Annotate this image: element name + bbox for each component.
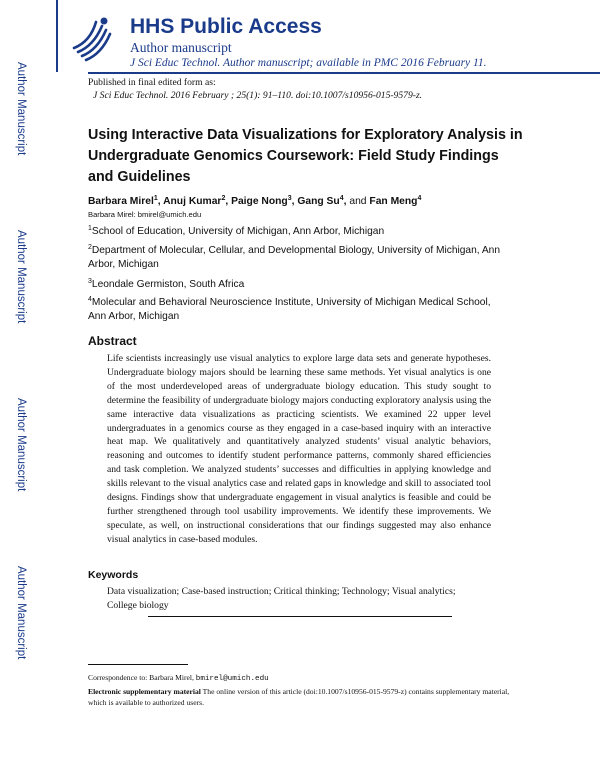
hhs-eagle-logo xyxy=(70,12,118,64)
abstract-text: Life scientists increasingly use visual analytics to explore large data sets and generate hypotheses. Undergraduate biology majors should be learning these same methods. Yet visual analytics is one of the most underdeveloped areas of undergraduate biology education. This study sought to determine the feasibility of undergraduate biology majors conducting exploratory analysis using the same interactive data visualizations as practicing scientists. We examined 22 upper level undergraduates in a genomics course as they engaged in a case-based inquiry with an interactive heat map. We qualitatively and quantitatively analyzed students’ visual analytic behaviors, reasoning and outcomes to identify student performance patterns, commonly shared efficiencies and task completion. We analyzed students’ successes and difficulties in applying knowledge and skills relevant to the visual analytics case and related gaps in knowledge and skill to associated tool designs. Findings show that undergraduate engagement in visual analytics is feasible and could be further strengthened through tool usability improvements. We identify these improvements. We speculate, as well, on instructional considerations that our findings suggested may also enhance visual analytics in case-based modules. xyxy=(107,353,491,545)
author-and: and xyxy=(349,196,367,207)
author-list: Barbara Mirel$^1$, Anuj Kumar$^2$, Paige Nong$^3$, Gang Su$^4$, and Fan Meng$^4$ xyxy=(88,195,422,207)
author-name: Barbara Mirel xyxy=(88,196,154,207)
keywords-divider xyxy=(148,616,452,617)
published-label: Published in final edited form as: xyxy=(88,77,216,88)
header-subtitle: Author manuscript xyxy=(130,40,232,55)
correspondence-line xyxy=(88,673,269,683)
affiliation-2 xyxy=(88,241,508,272)
keywords-text: Data visualization; Case-based instruction; Critical thinking; Technology; Visual analytics; College biology xyxy=(107,586,456,611)
affiliation-text: Leondale Germiston, South Africa xyxy=(91,279,245,290)
esm-label: Electronic supplementary material xyxy=(88,687,201,696)
author-name: Gang Su xyxy=(297,196,340,207)
header-journal-line: J Sci Educ Technol. Author manuscript; available in PMC 2016 February 11. xyxy=(130,57,487,69)
affiliation-text: Molecular and Behavioral Neuroscience Institute, University of Michigan Medical School, Ann Arbor, Michigan xyxy=(88,297,491,322)
abstract-heading: Abstract xyxy=(88,334,137,348)
author-email-line: Barbara Mirel: bmirel@umich.edu xyxy=(88,210,202,219)
affiliation-sup: 2 xyxy=(88,244,92,251)
header-left-rule xyxy=(56,0,58,72)
affiliation-sup: 4 xyxy=(88,296,92,303)
affiliation-1 xyxy=(88,222,508,239)
side-label-author-manuscript-1: Author Manuscript xyxy=(15,62,27,156)
affiliation-sup: 3 xyxy=(88,278,92,285)
author-sup: 1 xyxy=(153,195,158,202)
author-name: Anuj Kumar xyxy=(163,196,222,207)
abstract-body xyxy=(107,352,491,547)
author-name: Paige Nong xyxy=(231,196,288,207)
correspondence-email: bmirel@umich.edu xyxy=(195,675,269,683)
affiliation-sup: 1 xyxy=(88,225,92,232)
affiliation-text: School of Education, University of Michigan, Ann Arbor, Michigan xyxy=(91,226,385,237)
author-sup: 2 xyxy=(221,195,226,202)
author-sup: 4 xyxy=(417,195,422,202)
esm-text: The online version of this article (doi:10.1007/s10956-015-9579-z) contains supplementary material, which is available to authorized users. xyxy=(88,687,510,707)
side-label-author-manuscript-2: Author Manuscript xyxy=(15,230,27,324)
side-label-author-manuscript-4: Author Manuscript xyxy=(15,566,27,660)
keywords-heading: Keywords xyxy=(88,569,139,581)
citation: J Sci Educ Technol. 2016 February ; 25(1): 91–110. doi:10.1007/s10956-015-9579-z. xyxy=(93,90,423,101)
author-name: Fan Meng xyxy=(369,196,418,207)
esm-note xyxy=(88,686,528,708)
affiliation-4 xyxy=(88,293,508,324)
footnote-rule xyxy=(88,664,188,665)
author-sup: 4 xyxy=(339,195,344,202)
article-title: Using Interactive Data Visualizations for Exploratory Analysis in Undergraduate Genomics Coursework: Field Study Findings and Guidelines xyxy=(88,127,523,185)
author-sup: 3 xyxy=(287,195,292,202)
correspondence-label: Correspondence to: Barbara Mirel, xyxy=(88,673,194,682)
side-label-author-manuscript-3: Author Manuscript xyxy=(15,398,27,492)
header-rule xyxy=(88,72,600,74)
affiliation-text: Department of Molecular, Cellular, and Developmental Biology, University of Michigan, Ann Arbor, Michigan xyxy=(88,245,500,270)
affiliation-3 xyxy=(88,275,508,292)
header-title: HHS Public Access xyxy=(130,15,322,38)
